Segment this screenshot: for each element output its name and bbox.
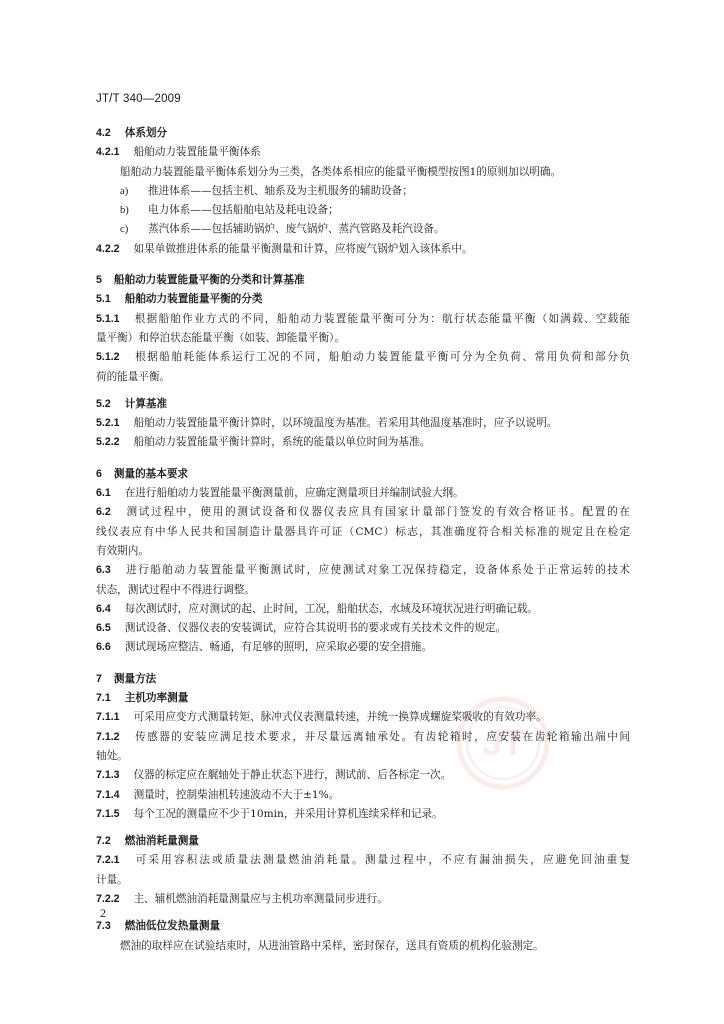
clause-continuation [96,542,630,561]
clause [96,143,630,162]
clause-continuation [96,581,630,600]
subsection-number: 7.1 [96,692,111,705]
subsection-heading [96,832,630,851]
clause-text: 每次测试时，应对测试的起、止时间，工况，船舶状态，水域及环境状况进行明确记载。 [124,602,538,615]
paragraph-text: 船舶动力装置能量平衡体系划分为三类，各类体系相应的能量平衡模型按图1的原则加以明确。 [120,165,562,178]
clause-number: 6.6 [96,641,111,654]
subsection-number: 7.2 [96,835,111,848]
subsection-number: 5.1 [96,293,111,306]
subsection-heading [96,689,630,708]
clause-text-line: 进行船舶动力装置能量平衡测试时，应使测试对象工况保持稳定，设备体系处于正常运转的技术 [124,564,630,577]
clause-continuation [96,871,630,890]
paragraph-text: 燃油的取样应在试验结束时，从进油管路中采样，密封保存，送具有资质的机构化验测定。 [120,939,544,952]
list-item [96,201,630,220]
clause-number: 7.1.2 [96,730,120,743]
clause-number: 6.5 [96,622,111,635]
clause-text-line: 测试过程中，使用的测试设备和仪器仪表应具有国家计量部门签发的有效合格证书。配置的在 [124,506,630,519]
clause-number: 7.1.1 [96,711,120,724]
clause-number: 4.2.2 [96,242,120,255]
clause [96,786,630,805]
watermark-text: JT [481,722,525,763]
clause-text: 测试设备、仪器仪表的安装调试，应符合其说明书的要求或有关技术文件的规定。 [124,622,507,635]
subsection-title: 计算基准 [124,397,168,410]
clause-number: 7.1.3 [96,769,120,782]
list-item [96,182,630,201]
section-number: 5 [96,274,102,287]
subsection-title: 主机功率测量 [124,692,189,705]
clause-number: 4.2.1 [96,146,120,159]
clause-text: 可采用应变方式测量转矩、脉冲式仪表测量转速，并统一换算成螺旋桨吸收的有效功率。 [133,711,547,724]
clause-continuation [96,368,630,387]
clause-number: 6.1 [96,487,111,500]
list-item-label: a) [120,185,129,197]
clause-continuation [96,747,630,766]
clause-text: 船舶动力装置能量平衡计算时，以环境温度为基准。若采用其他温度基准时，应予以说明。 [133,417,558,430]
clause-text: 船舶动力装置能量平衡体系 [133,146,261,159]
clause [96,310,630,329]
clause-number: 6.2 [96,506,111,519]
section-title: 测量的基本要求 [113,467,189,480]
clause-text-line: 计量。 [96,873,128,886]
subsection-heading [96,395,630,414]
clause [96,728,630,747]
clause-text: 在进行船舶动力装置能量平衡测量前，应确定测量项目并编制试验大纲。 [124,487,464,500]
clause [96,240,630,259]
clause-number: 6.3 [96,564,111,577]
clause-text-line: 状态，测试过程中不得进行调整。 [96,583,255,596]
clause-text: 主、辅机燃油消耗量测量应与主机功率测量同步进行。 [133,892,388,905]
clause-number: 6.4 [96,602,111,615]
clause-text-line: 线仪表应有中华人民共和国制造计量器具许可证（CMC）标志，其准确度符合相关标准的规定且在检定 [96,525,630,538]
paragraph [96,937,630,956]
clause [96,561,630,580]
clause [96,348,630,367]
subsection-number: 4.2 [96,127,111,139]
subsection-number: 7.3 [96,920,111,933]
clause-text-line: 有效期内。 [96,544,149,557]
clause-text-line: 量平衡）和停泊状态能量平衡（如装、卸能量平衡）。 [96,331,345,344]
clause [96,890,630,909]
document-body [96,124,630,956]
clause [96,619,630,638]
page-number: 2 [100,906,106,920]
clause-continuation [96,329,630,348]
clause [96,503,630,522]
clause-text-line: 轴处。 [96,749,128,762]
subsection-title: 体系划分 [124,127,168,139]
clause-number: 7.1.5 [96,807,120,820]
list-item-label: b) [120,205,129,217]
subsection-heading [96,124,630,143]
clause-number: 7.2.1 [96,854,120,867]
clause-text-line: 根据船舶作业方式的不同，船舶动力装置能量平衡可分为：航行状态能量平衡（如满载、空载能 [133,312,630,325]
clause [96,433,630,452]
section-title: 船舶动力装置能量平衡的分类和计算基准 [113,274,305,287]
clause [96,600,630,619]
list-item-label: c) [120,224,129,236]
section-number: 6 [96,467,102,480]
clause-number: 5.1.2 [96,351,120,364]
clause-text: 每个工况的测量应不少于10min，并采用计算机连续采样和记录。 [133,807,443,820]
clause-text: 如果单做推进体系的能量平衡测量和计算，应将废气锅炉划入该体系中。 [133,242,473,255]
clause-text: 测试现场应整洁、畅通，有足够的照明，应采取必要的安全措施。 [124,641,432,654]
clause-text-line: 传感器的安装应满足技术要求，并尽量远离轴承处。有齿轮箱时，应安装在齿轮箱输出端中间 [133,730,630,743]
clause-number: 5.1.1 [96,312,120,325]
section-heading [96,670,630,689]
clause-text: 仪器的标定应在艉轴处于静止状态下进行，测试前、后各标定一次。 [133,769,452,782]
clause [96,414,630,433]
clause-text-line: 根据船舶耗能体系运行工况的不同，船舶动力装置能量平衡可分为全负荷、常用负荷和部分负 [133,351,630,364]
list-item [96,220,630,239]
clause [96,638,630,657]
clause [96,708,630,727]
subsection-title: 船舶动力装置能量平衡的分类 [124,293,263,306]
clause-number: 7.1.4 [96,788,120,801]
clause [96,851,630,870]
paragraph [96,163,630,182]
subsection-number: 5.2 [96,397,111,410]
subsection-heading [96,917,630,936]
section-title: 测量方法 [113,672,157,685]
subsection-title: 燃油低位发热量测量 [124,920,221,933]
clause-number: 5.2.1 [96,417,120,430]
list-item-text: 电力体系——包括船舶电站及耗电设备； [148,204,339,217]
section-heading [96,465,630,484]
clause-text: 测量时，控制柴油机转速波动不大于±1%。 [133,788,340,801]
clause-number: 7.2.2 [96,892,120,905]
section-number: 7 [96,672,102,685]
subsection-title: 燃油消耗量测量 [124,835,199,848]
clause-text: 船舶动力装置能量平衡计算时，系统的能量以单位时间为基准。 [133,436,431,449]
list-item-text: 蒸汽体系——包括辅助锅炉、废气锅炉、蒸汽管路及耗汽设备。 [148,223,445,236]
clause [96,766,630,785]
list-item-text: 推进体系——包括主机、轴系及为主机服务的辅助设备； [148,184,413,197]
subsection-heading [96,290,630,309]
clause [96,484,630,503]
clause-number: 5.2.2 [96,436,120,449]
clause [96,805,630,824]
clause-text-line: 荷的能量平衡。 [96,370,171,383]
standard-code: JT/T 340—2009 [96,93,181,105]
clause-continuation [96,523,630,542]
clause-text-line: 可采用容积法或质量法测量燃油消耗量。测量过程中，不应有漏油损失，应避免回油重复 [133,854,630,867]
section-heading [96,271,630,290]
